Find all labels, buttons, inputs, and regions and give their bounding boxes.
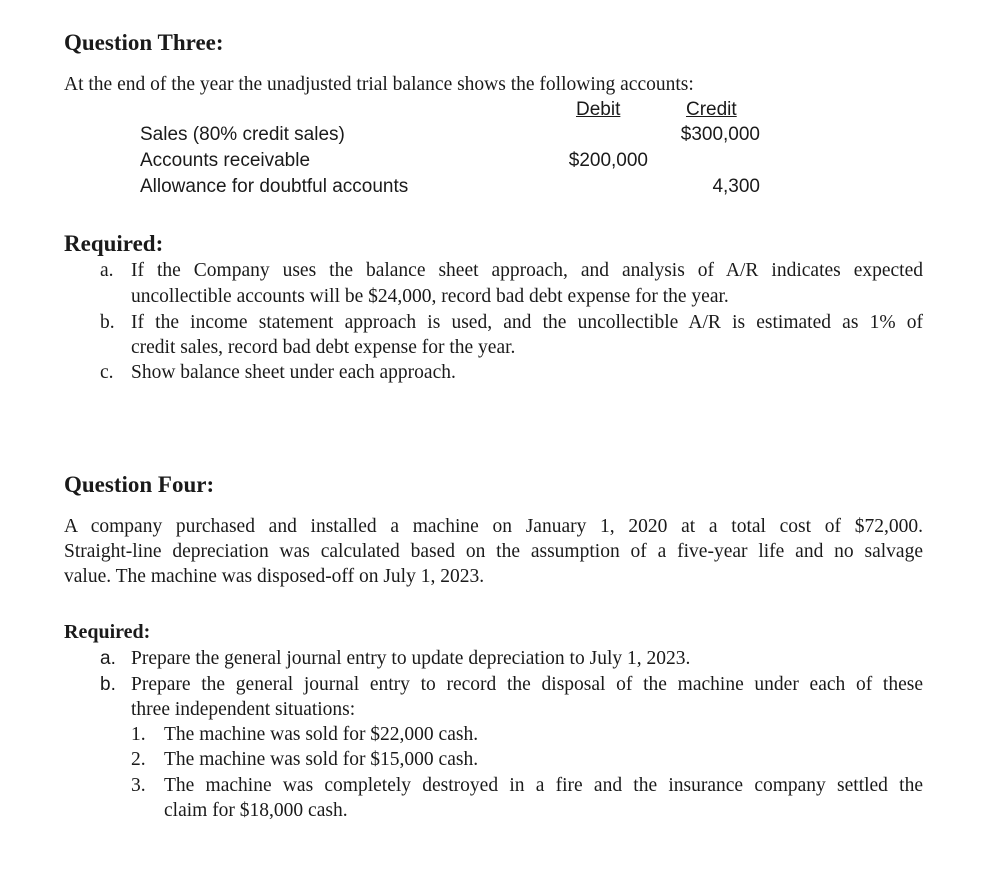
list-item-line: The machine was sold for $22,000 cash. (164, 724, 479, 745)
q3-heading: Question Three: (64, 30, 224, 55)
q3-intro: At the end of the year the unadjusted trial balance shows the following accounts: (64, 74, 694, 95)
debit-column-header: Debit (576, 99, 621, 120)
list-marker: a. (100, 648, 116, 669)
account-name: Allowance for doubtful accounts (140, 176, 409, 197)
list-marker: a. (100, 260, 114, 281)
debit-amount: $200,000 (568, 150, 648, 171)
paragraph-line: A company purchased and installed a machine on January 1, 2020 at a total cost of $72,000. (64, 516, 923, 537)
paragraph-line: value. The machine was disposed-off on July 1, 2023. (64, 566, 485, 587)
list-marker: 1. (131, 724, 146, 745)
list-item-line: uncollectible accounts will be $24,000, record bad debt expense for the year. (131, 286, 729, 307)
list-item-line: claim for $18,000 cash. (164, 800, 348, 821)
credit-amount: 4,300 (712, 176, 760, 197)
credit-amount: $300,000 (680, 124, 760, 145)
q4-required-label: Required: (64, 621, 151, 643)
list-item-line: If the income statement approach is used, and the uncollectible A/R is estimated as 1% of (131, 312, 923, 333)
credit-column-header: Credit (686, 99, 737, 120)
q3-required-label: Required: (64, 231, 164, 256)
account-name: Accounts receivable (140, 150, 311, 171)
list-marker: 2. (131, 749, 146, 770)
list-item-line: Show balance sheet under each approach. (131, 362, 456, 383)
list-item-line: Prepare the general journal entry to update depreciation to July 1, 2023. (131, 648, 691, 669)
list-marker: b. (100, 674, 116, 695)
list-item-line: Prepare the general journal entry to record the disposal of the machine under each of these (131, 674, 923, 695)
account-name: Sales (80% credit sales) (140, 124, 345, 145)
list-item-line: The machine was completely destroyed in a fire and the insurance company settled the (164, 775, 923, 796)
paragraph-line: Straight-line depreciation was calculated based on the assumption of a five-year life and no salvage (64, 541, 923, 562)
list-marker: c. (100, 362, 114, 383)
q4-heading: Question Four: (64, 472, 215, 497)
list-item-line: The machine was sold for $15,000 cash. (164, 749, 479, 770)
list-item-line: If the Company uses the balance sheet approach, and analysis of A/R indicates expected (131, 260, 923, 281)
list-item-line: credit sales, record bad debt expense for the year. (131, 337, 516, 358)
list-item-line: three independent situations: (131, 699, 356, 720)
list-marker: b. (100, 312, 115, 333)
list-marker: 3. (131, 775, 146, 796)
